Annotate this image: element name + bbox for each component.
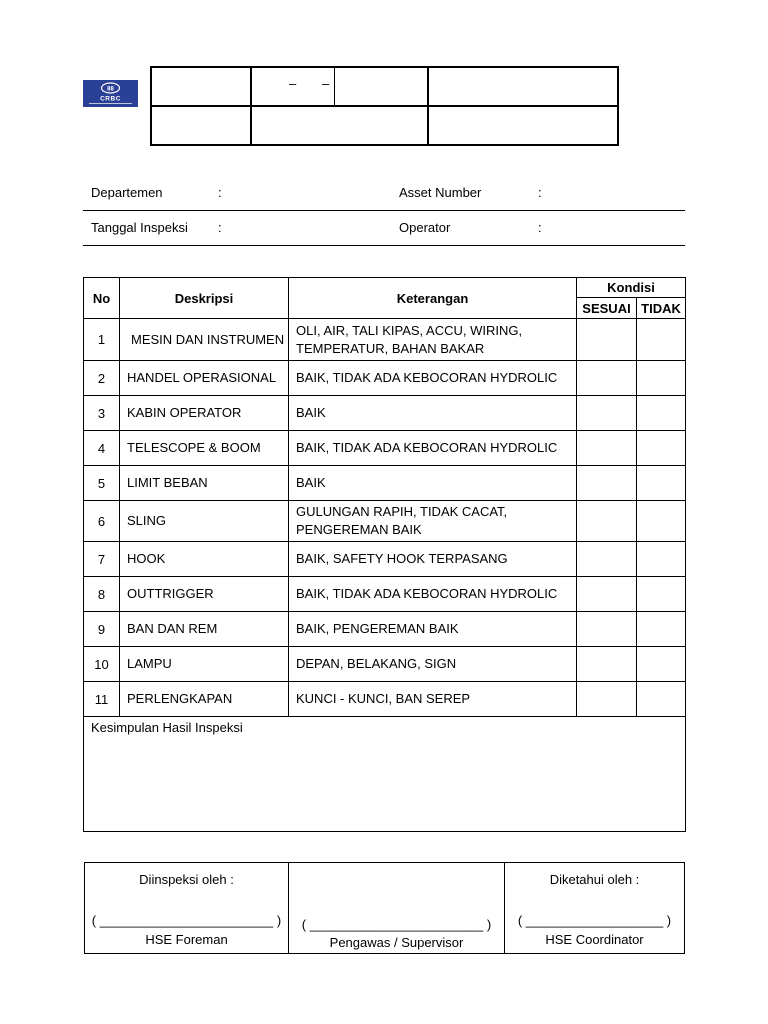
- row-keterangan: GULUNGAN RAPIH, TIDAK CACAT, PENGEREMAN BAIK: [289, 501, 577, 542]
- row-no: 4: [84, 431, 120, 466]
- row-deskripsi: OUTTRIGGER: [120, 577, 289, 612]
- header-deskripsi: Deskripsi: [120, 278, 289, 319]
- row-deskripsi: HANDEL OPERASIONAL: [120, 361, 289, 396]
- row-keterangan: BAIK, TIDAK ADA KEBOCORAN HYDROLIC: [289, 577, 577, 612]
- sesuai-checkbox-cell[interactable]: [577, 612, 637, 647]
- table-row: [84, 647, 686, 682]
- role-hse-foreman: HSE Foreman: [145, 932, 228, 947]
- acknowledged-by-label: Diketahui oleh :: [549, 872, 640, 887]
- sesuai-checkbox-cell[interactable]: [577, 431, 637, 466]
- signature-coordinator[interactable]: [505, 863, 685, 954]
- field-divider-1: [83, 210, 685, 211]
- tanggal-inspeksi-label: Tanggal Inspeksi: [91, 220, 188, 235]
- row-deskripsi: LIMIT BEBAN: [120, 466, 289, 501]
- tidak-checkbox-cell[interactable]: [637, 466, 686, 501]
- row-deskripsi: BAN DAN REM: [120, 612, 289, 647]
- table-row: [84, 431, 686, 466]
- row-no: 11: [84, 682, 120, 717]
- role-supervisor: Pengawas / Supervisor: [329, 935, 464, 950]
- table-row: [84, 682, 686, 717]
- field-divider-2: [83, 245, 685, 246]
- inspected-by-label: Diinspeksi oleh :: [139, 872, 234, 887]
- sesuai-checkbox-cell[interactable]: [577, 466, 637, 501]
- operator-label: Operator: [399, 220, 451, 235]
- row-no: 10: [84, 647, 120, 682]
- row-deskripsi: HOOK: [120, 542, 289, 577]
- row-deskripsi: PERLENGKAPAN: [120, 682, 289, 717]
- tidak-checkbox-cell[interactable]: [637, 396, 686, 431]
- svg-text:CRBC: CRBC: [100, 95, 121, 103]
- tidak-checkbox-cell[interactable]: [637, 501, 686, 542]
- row-keterangan: DEPAN, BELAKANG, SIGN: [289, 647, 577, 682]
- row-no: 1: [84, 319, 120, 361]
- sesuai-checkbox-cell[interactable]: [577, 647, 637, 682]
- inspection-table: [83, 277, 686, 832]
- sesuai-checkbox-cell[interactable]: [577, 577, 637, 612]
- row-no: 3: [84, 396, 120, 431]
- tanggal-inspeksi-colon: :: [218, 220, 222, 235]
- row-no: 9: [84, 612, 120, 647]
- row-no: 6: [84, 501, 120, 542]
- kesimpulan-label: Kesimpulan Hasil Inspeksi: [91, 720, 243, 735]
- signature-line-2: ( ________________________ ): [301, 917, 492, 932]
- tidak-checkbox-cell[interactable]: [637, 431, 686, 466]
- company-logo: [83, 80, 138, 107]
- header-kondisi: Kondisi: [577, 278, 686, 298]
- signature-supervisor[interactable]: [289, 863, 505, 954]
- row-deskripsi: MESIN DAN INSTRUMEN: [120, 319, 289, 361]
- row-no: 5: [84, 466, 120, 501]
- table-row: [84, 361, 686, 396]
- table-row: [84, 319, 686, 361]
- tidak-checkbox-cell[interactable]: [637, 361, 686, 396]
- table-row: [84, 612, 686, 647]
- header-no: No: [84, 278, 120, 319]
- sesuai-checkbox-cell[interactable]: [577, 396, 637, 431]
- tidak-checkbox-cell[interactable]: [637, 612, 686, 647]
- row-no: 2: [84, 361, 120, 396]
- table-row: [84, 501, 686, 542]
- row-deskripsi: KABIN OPERATOR: [120, 396, 289, 431]
- tidak-checkbox-cell[interactable]: [637, 577, 686, 612]
- row-keterangan: KUNCI - KUNCI, BAN SEREP: [289, 682, 577, 717]
- row-keterangan: BAIK: [289, 396, 577, 431]
- table-row: [84, 577, 686, 612]
- svg-text:88: 88: [107, 86, 114, 93]
- tidak-checkbox-cell[interactable]: [637, 682, 686, 717]
- row-deskripsi: TELESCOPE & BOOM: [120, 431, 289, 466]
- header-tidak: TIDAK: [637, 298, 686, 319]
- kesimpulan-area[interactable]: [84, 717, 686, 832]
- header-sesuai: SESUAI: [577, 298, 637, 319]
- table-row: [84, 542, 686, 577]
- tidak-checkbox-cell[interactable]: [637, 542, 686, 577]
- header-dash-2: –: [322, 76, 330, 91]
- sesuai-checkbox-cell[interactable]: [577, 361, 637, 396]
- tidak-checkbox-cell[interactable]: [637, 647, 686, 682]
- table-row: [84, 396, 686, 431]
- signature-line-3: ( ___________________ ): [517, 913, 672, 928]
- operator-colon: :: [538, 220, 542, 235]
- departemen-label: Departemen: [91, 185, 163, 200]
- sesuai-checkbox-cell[interactable]: [577, 319, 637, 361]
- row-keterangan: BAIK, TIDAK ADA KEBOCORAN HYDROLIC: [289, 431, 577, 466]
- asset-number-label: Asset Number: [399, 185, 482, 200]
- sesuai-checkbox-cell[interactable]: [577, 501, 637, 542]
- row-keterangan: OLI, AIR, TALI KIPAS, ACCU, WIRING, TEMPERATUR, BAHAN BAKAR: [289, 319, 577, 361]
- departemen-colon: :: [218, 185, 222, 200]
- row-keterangan: BAIK: [289, 466, 577, 501]
- asset-number-colon: :: [538, 185, 542, 200]
- sesuai-checkbox-cell[interactable]: [577, 682, 637, 717]
- row-deskripsi: SLING: [120, 501, 289, 542]
- row-no: 8: [84, 577, 120, 612]
- row-keterangan: BAIK, TIDAK ADA KEBOCORAN HYDROLIC: [289, 361, 577, 396]
- row-keterangan: BAIK, SAFETY HOOK TERPASANG: [289, 542, 577, 577]
- row-deskripsi: LAMPU: [120, 647, 289, 682]
- signature-table: [84, 862, 685, 954]
- signature-inspector[interactable]: [85, 863, 289, 954]
- header-keterangan: Keterangan: [289, 278, 577, 319]
- row-keterangan: BAIK, PENGEREMAN BAIK: [289, 612, 577, 647]
- table-row: [84, 466, 686, 501]
- row-no: 7: [84, 542, 120, 577]
- signature-line-1: ( ________________________ ): [91, 913, 282, 928]
- tidak-checkbox-cell[interactable]: [637, 319, 686, 361]
- header-dash-1: –: [289, 76, 297, 91]
- sesuai-checkbox-cell[interactable]: [577, 542, 637, 577]
- role-hse-coordinator: HSE Coordinator: [545, 932, 644, 947]
